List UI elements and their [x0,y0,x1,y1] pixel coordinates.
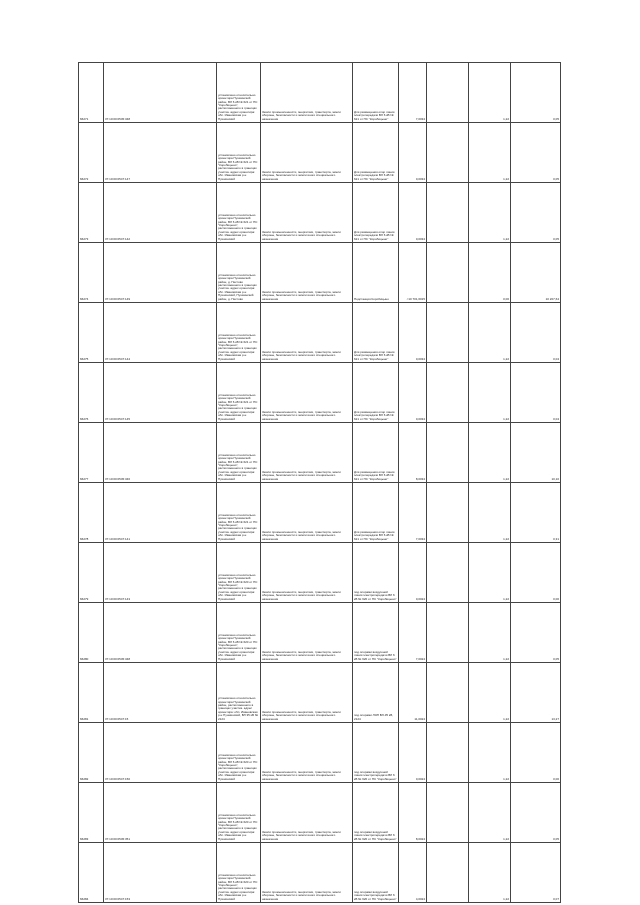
value-col-3-text: 0,07 [553,897,559,901]
permitted-use [353,183,399,243]
cadastral-number [104,603,217,663]
value-col-3-text: 13,27 [551,717,559,721]
value-col-2 [469,783,511,843]
location-description-text: установлено относительно ориентира Пушкинский район, ВЛ 6 кВ № 621 от ПС "Коробицыно", расположенного в границах участка. адрес ориентира: обл. Ивановская р-н Пушкинский [218,393,258,421]
area-value-text: 0,0034 [415,177,425,181]
permitted-use-text: под опорами воздушной линии электропередачи ВЛ 6 кВ № 620 от ПС "Коробицыно" [354,650,397,661]
location-description [217,543,261,603]
location-description-text: установлено относительно ориентира Пушкинский район, ВЛ 6 кВ № 620 от ПС "Коробицыно", расположенного в границах участка. адрес ориентира: обл. Ивановская р-н Пушкинский [218,633,258,661]
area-value [399,663,427,723]
value-col-3 [511,123,561,183]
cadastral-number-text: 37:10:00:0547:150 [105,777,131,781]
value-col-3-text: 10 207,64 [545,297,559,301]
value-col-3-text: 0,05 [553,837,559,841]
land-category [261,303,353,363]
value-col-3 [511,663,561,723]
value-col-2-text: 1,22 [503,117,509,121]
location-description [217,363,261,423]
permitted-use [353,363,399,423]
row-number-text: 66282 [80,777,89,781]
permitted-use [353,123,399,183]
area-value [399,783,427,843]
permitted-use-text: под опорами воздушной линии электропередачи ВЛ 6 кВ № 620 от ПС "Коробицыно" [354,770,397,781]
area-value-text: 7,0034 [415,117,425,121]
value-col-2-text: 1,22 [503,237,509,241]
cadastral-number-text: 37:10:00:0545:348 [105,657,131,661]
area-value [399,123,427,183]
permitted-use [353,663,399,723]
location-description-text: установлено относительно ориентира Пушкинский район, ВЛ 6 кВ № 621 от ПС "Коробицыно", расположенного в границах участка. адрес ориентира: обл. Ивановская р-н Пушкинский [218,453,258,481]
table-row [79,63,561,123]
row-number [79,243,104,303]
land-category-text: Земли промышленности, энергетики, транспорта, земли обороны, безопасности и земли иного специального назначения [262,650,341,661]
permitted-use [353,423,399,483]
value-col-3 [511,303,561,363]
permitted-use-text: под опорами воздушной линии электропередачи ВЛ 6 кВ № 620 от ПС "Коробицыно" [354,830,397,841]
location-description [217,63,261,123]
permitted-use-text: Для размещения опор линии электропередачи ВЛ 6 кВ № 621 от ПС "Коробицыно" [354,410,395,421]
value-col-2 [469,483,511,543]
table-row [79,303,561,363]
cadastral-number [104,303,217,363]
value-col-2 [469,843,511,903]
area-value-text: <10 701,6015 [406,297,425,301]
area-value [399,183,427,243]
row-number [79,843,104,903]
value-col-1 [427,363,469,423]
value-col-3 [511,543,561,603]
area-value-text: 0,0024 [415,777,425,781]
row-number-text: 66283 [80,837,89,841]
row-number-text: 66272 [80,177,89,181]
area-value-text: 8,0024 [415,837,425,841]
row-number [79,603,104,663]
land-category-text: Земли промышленности, энергетики, транспорта, земли обороны, безопасности и земли иного специального назначения [262,350,341,361]
value-col-1 [427,543,469,603]
cadastral-number [104,423,217,483]
area-value [399,423,427,483]
area-value-text: 11,0024 [414,717,425,721]
area-value [399,243,427,303]
land-category [261,783,353,843]
land-category [261,663,353,723]
value-col-2 [469,303,511,363]
value-col-3-text: 0,05 [553,177,559,181]
value-col-1 [427,783,469,843]
row-number [79,123,104,183]
value-col-2 [469,63,511,123]
land-category-text: Земли промышленности, энергетики, транспорта, земли обороны, безопасности и земли иного специального назначения [262,410,341,421]
location-description [217,663,261,723]
cadastral-number-text: 37:10:00:0547:15 [105,717,129,721]
permitted-use [353,63,399,123]
table-row [79,183,561,243]
area-value [399,483,427,543]
value-col-2 [469,543,511,603]
table-row [79,783,561,843]
row-number-text: 66280 [80,657,89,661]
value-col-3-text: 0,04 [553,417,559,421]
permitted-use-text: Подстанция Коробицыно [354,297,389,301]
value-col-1 [427,243,469,303]
value-col-2 [469,123,511,183]
row-number [79,663,104,723]
row-number-text: 66273 [80,237,89,241]
cadastral-number [104,843,217,903]
land-category-text: Земли промышленности, энергетики, транспорта, земли обороны, безопасности и земли иного специального назначения [262,830,341,841]
value-col-1 [427,423,469,483]
value-col-3 [511,183,561,243]
table-row [79,123,561,183]
value-col-2-text: 1,22 [503,417,509,421]
location-description [217,843,261,903]
location-description [217,243,261,303]
area-value [399,603,427,663]
value-col-2-text: 1,22 [503,477,509,481]
area-value [399,363,427,423]
land-category-text: Земли промышленности, энергетики, транспорта, земли обороны, безопасности и земли иного специального назначения [262,110,341,121]
value-col-2 [469,423,511,483]
cadastral-number [104,123,217,183]
land-category-text: Земли промышленности, энергетики, транспорта, земли обороны, безопасности и земли иного специального назначения [262,890,341,901]
location-description [217,723,261,783]
land-category-text: Земли промышленности, энергетики, транспорта, земли обороны, безопасности и земли иного специального назначения [262,170,341,181]
value-col-3 [511,843,561,903]
location-description-text: установлено относительно ориентира Пушкинский район, ВЛ 6 кВ № 621 от ПС "Коробицыно", расположенного в границах участка. адрес ориентира: обл. Ивановская р-н Пушкинский [218,333,258,361]
value-col-2-text: 0,00 [503,297,509,301]
row-number-text: 66276 [80,417,89,421]
permitted-use [353,783,399,843]
permitted-use [353,723,399,783]
cadastral-number-text: 37:10:00:0545:346 [105,477,131,481]
location-description [217,783,261,843]
area-value-text: 7,0034 [415,537,425,541]
table-body [79,63,561,903]
cadastral-number [104,183,217,243]
land-category [261,603,353,663]
value-col-3 [511,603,561,663]
value-col-2-text: 1,22 [503,597,509,601]
value-col-3-text: 10,10 [551,477,559,481]
land-category [261,543,353,603]
permitted-use-text: под опорами воздушной линии электропередачи ВЛ 6 кВ № 620 от ПС "Коробицыно" [354,890,397,901]
cadastral-number [104,483,217,543]
row-number [79,723,104,783]
value-col-2-text: 1,22 [503,537,509,541]
area-value [399,63,427,123]
land-category-text: Земли промышленности, энергетики, транспорта, земли обороны, безопасности и земли иного специального назначения [262,530,341,541]
cadastral-number-text: 37:10:00:0547:141 [105,537,131,541]
table-row [79,423,561,483]
value-col-3-text: 0,04 [553,357,559,361]
value-col-3 [511,363,561,423]
area-value-text: 0,0034 [415,357,425,361]
land-category [261,123,353,183]
land-plots-table [78,62,561,903]
area-value-text: 4,0024 [415,897,425,901]
value-col-3-text: 0,05 [553,117,559,121]
cadastral-number-text: 37:10:00:0547:142 [105,237,131,241]
location-description [217,303,261,363]
location-description-text: установлено относительно ориентира Пушкинский район, ВЛ 6 кВ № 620 от ПС "Коробицыно", расположенного в границах участка. адрес ориентира: обл. Ивановская р-н Пушкинский [218,753,258,781]
value-col-2 [469,603,511,663]
permitted-use-text: Для размещения опор линии электропередачи ВЛ 6 кВ № 621 от ПС "Коробицыно" [354,230,395,241]
cadastral-number [104,243,217,303]
value-col-2-text: 1,22 [503,777,509,781]
row-number-text: 66284 [80,897,89,901]
location-description-text: установлено относительно ориентира Пушкинский район, д. Пестово расположенного в границах участка. адрес ориентира: обл. Ивановская р-н Пушкинский, Пушкинский район, д. Пестово [218,273,257,301]
cadastral-number-text: 37:10:00:0547:153 [105,897,131,901]
location-description [217,603,261,663]
value-col-2-text: 1,22 [503,897,509,901]
land-category-text: Земли промышленности, энергетики, транспорта, земли обороны, безопасности и земли иного специального назначения [262,770,341,781]
permitted-use [353,243,399,303]
permitted-use-text: Для размещения опор линии электропередачи ВЛ 6 кВ № 621 от ПС "Коробицыно" [354,170,395,181]
table-row [79,843,561,903]
land-category-text: Земли промышленности, энергетики, транспорта, земли обороны, безопасности и земли иного специального назначения [262,710,341,721]
table-row [79,363,561,423]
area-value [399,303,427,363]
cadastral-number [104,783,217,843]
value-col-2-text: 1,22 [503,717,509,721]
location-description [217,423,261,483]
location-description-text: установлено относительно ориентира Пушкинский район, расположенного в границах участка. адрес ориентира: обл. Ивановская р-н Пушкинский, ВЛ 35 кВ № 2124 [218,697,259,721]
row-number-text: 66281 [80,717,89,721]
value-col-1 [427,123,469,183]
table-row [79,243,561,303]
location-description-text: установлено относительно ориентира Пушкинский район, ВЛ 6 кВ № 620 от ПС "Коробицыно", расположенного в границах участка. адрес ориентира: обл. Ивановская р-н Пушкинский [218,813,258,841]
cadastral-number-text: 37:10:00:0547:144 [105,357,131,361]
value-col-3-text: 0,05 [553,237,559,241]
permitted-use [353,483,399,543]
land-category-text: Земли промышленности, энергетики, транспорта, земли обороны, безопасности и земли иного специального назначения [262,470,341,481]
value-col-2 [469,243,511,303]
cadastral-number [104,723,217,783]
row-number-text: 66271 [80,117,89,121]
cadastral-number [104,363,217,423]
cadastral-number-text: 37:10:00:0547:149 [105,297,131,301]
area-value-text: 0,0034 [415,237,425,241]
value-col-1 [427,603,469,663]
permitted-use-text: Для размещения опор линии электропередачи ВЛ 6 кВ № 621 от ПС "Коробицыно" [354,470,395,481]
permitted-use [353,603,399,663]
land-category [261,363,353,423]
location-description [217,183,261,243]
permitted-use [353,303,399,363]
area-value-text: 0,0034 [415,417,425,421]
value-col-1 [427,483,469,543]
value-col-3-text: 0,00 [553,777,559,781]
permitted-use-text: под опорами воздушной линии электропередачи ВЛ 6 кВ № 620 от ПС "Коробицыно" [354,590,397,601]
value-col-2 [469,183,511,243]
area-value-text: 0,0024 [415,597,425,601]
area-value [399,843,427,903]
land-category [261,843,353,903]
area-value-text: 7,0024 [415,657,425,661]
cadastral-number [104,663,217,723]
row-number [79,363,104,423]
cadastral-number-text: 37:10:00:0545:348 [105,117,131,121]
row-number-text: 66277 [80,477,89,481]
cadastral-number-text: 37:10:00:0545:351 [105,837,131,841]
location-description-text: установлено относительно ориентира Пушкинский район, ВЛ 6 кВ № 621 от ПС "Коробицыно", расположенного в границах участка. адрес ориентира: обл. Ивановская р-н Пушкинский [218,513,258,541]
row-number-text: 66278 [80,537,89,541]
row-number-text: 66279 [80,597,89,601]
table-row [79,543,561,603]
value-col-3-text: 0,00 [553,597,559,601]
land-category [261,183,353,243]
value-col-3 [511,423,561,483]
value-col-3 [511,783,561,843]
cadastral-number-text: 37:10:00:0547:147 [105,177,131,181]
value-col-1 [427,843,469,903]
row-number [79,63,104,123]
row-number [79,423,104,483]
location-description-text: установлено относительно ориентира Пушкинский район, ВЛ 6 кВ № 621 от ПС "Коробицыно", расположенного в границах участка. адрес ориентира: обл. Ивановская р-н Пушкинский [218,153,258,181]
value-col-3-text: 0,05 [553,657,559,661]
permitted-use-text: Для размещения опор линии электропередачи ВЛ 6 кВ № 621 от ПС "Коробицыно" [354,110,395,121]
cadastral-number-text: 37:10:00:0547:145 [105,417,131,421]
value-col-1 [427,663,469,723]
land-category-text: Земли промышленности, энергетики, транспорта, земли обороны, безопасности и земли иного специального назначения [262,230,341,241]
value-col-2 [469,363,511,423]
land-category-text: Земли промышленности, энергетики, транспорта, земли обороны, безопасности и земли иного специального назначения [262,590,341,601]
value-col-1 [427,723,469,783]
value-col-2-text: 1,22 [503,837,509,841]
location-description [217,483,261,543]
land-category [261,243,353,303]
land-category-text: Земли промышленности, энергетики, транспорта, земли обороны, безопасности и земли иного специального назначения [262,290,341,301]
permitted-use-text: Для размещения опор линии электропередачи ВЛ 6 кВ № 621 от ПС "Коробицыно" [354,530,395,541]
value-col-2 [469,663,511,723]
value-col-1 [427,63,469,123]
permitted-use [353,843,399,903]
row-number-text: 66274 [80,297,89,301]
value-col-3 [511,243,561,303]
location-description-text: установлено относительно ориентира Пушкинский район, ВЛ 6 кВ № 621 от ПС "Коробицыно", расположенного в границах участка. адрес ориентира: обл. Ивановская р-н Пушкинский [218,213,258,241]
value-col-3 [511,723,561,783]
row-number [79,543,104,603]
area-value [399,543,427,603]
cadastral-number-text: 37:10:00:0547:143 [105,597,131,601]
table-row [79,483,561,543]
land-category [261,723,353,783]
value-col-1 [427,303,469,363]
land-category [261,483,353,543]
area-value-text: 8,0034 [415,477,425,481]
value-col-2-text: 1,22 [503,657,509,661]
row-number [79,183,104,243]
row-number [79,483,104,543]
value-col-3-text: 0,31 [553,537,559,541]
table-row [79,603,561,663]
area-value [399,723,427,783]
value-col-1 [427,183,469,243]
location-description-text: установлено относительно ориентира Пушкинский район, ВЛ 6 кВ № 620 от ПС "Коробицыно", расположенного в границах участка. адрес ориентира: обл. Ивановская р-н Пушкинский [218,873,258,901]
cadastral-number [104,543,217,603]
permitted-use-text: под опорами ЛЭП ВЛ-35 кВ, 2124 [354,714,394,721]
land-category [261,423,353,483]
row-number [79,303,104,363]
land-category [261,63,353,123]
cadastral-number [104,63,217,123]
row-number-text: 66275 [80,357,89,361]
value-col-3 [511,63,561,123]
permitted-use-text: Для размещения опор линии электропередачи ВЛ 6 кВ № 621 от ПС "Коробицыно" [354,350,395,361]
permitted-use [353,543,399,603]
row-number [79,783,104,843]
location-description [217,123,261,183]
location-description-text: установлено относительно ориентира Пушкинский район, ВЛ 6 кВ № 621 от ПС "Коробицыно", расположенного в границах участка. адрес ориентира: обл. Ивановская р-н Пушкинский [218,93,258,121]
value-col-3 [511,483,561,543]
location-description-text: установлено относительно ориентира Пушкинский район, ВЛ 6 кВ № 620 от ПС "Коробицыно", расположенного в границах участка. адрес ориентира: обл. Ивановская р-н Пушкинский [218,573,258,601]
value-col-2-text: 1,22 [503,177,509,181]
value-col-2 [469,723,511,783]
table-row [79,723,561,783]
value-col-2-text: 1,22 [503,357,509,361]
table-row [79,663,561,723]
